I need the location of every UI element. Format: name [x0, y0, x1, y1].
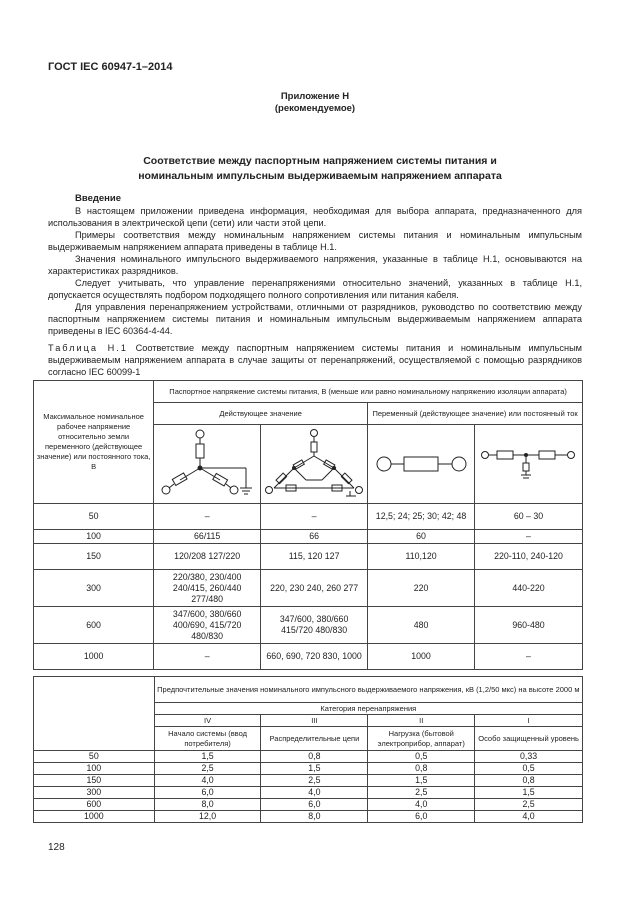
- category-ii: II: [368, 715, 475, 727]
- subheader-ac: Действующее значение: [154, 403, 368, 425]
- table-h1-part1: [33, 380, 583, 670]
- table-cell: 1,5: [154, 751, 261, 763]
- dc-earthed-circuit-icon: [479, 447, 579, 481]
- body-text: [48, 205, 582, 337]
- delta-circuit-icon: [264, 428, 364, 500]
- paragraph: Для управления перенапряжением устройствами, отличными от разрядников, руководство по соответствию между паспортным напряжением системы питания и номинальным импульсным выдерживаемым напряжением аппарата приведены в IEC 60364-4-44.: [48, 302, 582, 336]
- title-line-2: номинальным импульсным выдерживаемым напряжением аппарата: [138, 170, 502, 182]
- table-cell: 0,5: [475, 763, 583, 775]
- table-cell: 12,0: [154, 811, 261, 823]
- table-cell: 66: [261, 530, 368, 544]
- table-cell: 0,8: [475, 775, 583, 787]
- table-cell: 600: [34, 799, 155, 811]
- col-supply-voltage-header: Паспортное напряжение системы питания, В (меньше или равно номинальному напряжению изоляции аппарата): [154, 381, 583, 403]
- table-h1-part2: [33, 676, 583, 823]
- table-cell: 50: [34, 504, 154, 530]
- table-cell: 66/115: [154, 530, 261, 544]
- category-name: Нагрузка (бытовой электроприбор, аппарат): [368, 727, 475, 751]
- table-cell: 0,5: [368, 751, 475, 763]
- table-caption-label: Таблица Н.1: [48, 343, 128, 353]
- table-cell: 300: [34, 787, 155, 799]
- table-cell: 6,0: [368, 811, 475, 823]
- table-cell: 100: [34, 530, 154, 544]
- table-cell: –: [154, 644, 261, 670]
- table-cell: 0,8: [261, 751, 368, 763]
- table-cell: 480: [368, 607, 475, 644]
- category-iii: III: [261, 715, 368, 727]
- single-phase-circuit-icon: [374, 449, 469, 479]
- document-header: ГОСТ IEC 60947-1–2014: [48, 61, 173, 73]
- table-cell: 150: [34, 544, 154, 570]
- document-title: [60, 154, 580, 184]
- empty-header-cell: [34, 677, 155, 751]
- subheader-ac-dc: Переменный (действующее значение) или постоянный ток: [368, 403, 583, 425]
- table-cell: 2,5: [475, 799, 583, 811]
- table-cell: 110,120: [368, 544, 475, 570]
- table-cell: 150: [34, 775, 155, 787]
- col-max-voltage-header: Максимальное номинальное рабочее напряжение относительно земли переменного (действующее значение) или постоянного тока, В: [34, 381, 154, 504]
- paragraph: Примеры соответствия между номинальным напряжением системы питания и номинальным импульсным выдерживаемым напряжением аппарата приведены в таблице Н.1.: [48, 230, 582, 252]
- table-caption-text: Соответствие между паспортным напряжением системы питания и номинальным импульсным выдерживаемым напряжением аппарата в случае защиты от перенапряжений, осуществляемой с помощью разрядников согласно IEC 60099-1: [48, 343, 582, 377]
- table-cell: 115, 120 127: [261, 544, 368, 570]
- paragraph: Следует учитывать, что управление перенапряжениями относительно значений, указанных в таблице Н.1, допускается осуществлять подбором подходящего полного сопротивления или питания кабеля.: [48, 278, 582, 300]
- table-cell: 120/208 127/220: [154, 544, 261, 570]
- table-cell: 4,0: [154, 775, 261, 787]
- table-cell: 6,0: [261, 799, 368, 811]
- paragraph: В настоящем приложении приведена информация, необходимая для выбора аппарата, предназначенного для использования в электрической цепи (сети) или части этой цепи.: [48, 206, 582, 228]
- table-cell: 60 – 30: [475, 504, 583, 530]
- star-circuit-icon: [160, 428, 255, 500]
- table-cell: 1,5: [368, 775, 475, 787]
- table-cell: 1,5: [475, 787, 583, 799]
- category-name: Начало системы (ввод потребителя): [154, 727, 261, 751]
- table-cell: 50: [34, 751, 155, 763]
- table-cell: 220, 230 240, 260 277: [261, 570, 368, 607]
- table-cell: 12,5; 24; 25; 30; 42; 48: [368, 504, 475, 530]
- diagram-single-phase: [368, 425, 475, 504]
- table-cell: –: [475, 644, 583, 670]
- table-cell: 1000: [34, 811, 155, 823]
- table-cell: 347/600, 380/660 400/690, 415/720 480/830: [154, 607, 261, 644]
- table-cell: 600: [34, 607, 154, 644]
- table-caption: [48, 342, 582, 378]
- diagram-dc-earthed: [475, 425, 583, 504]
- table-cell: 220/380, 230/400 240/415, 260/440 277/480: [154, 570, 261, 607]
- table-cell: 960-480: [475, 607, 583, 644]
- table-cell: 660, 690, 720 830, 1000: [261, 644, 368, 670]
- category-name: Распределительные цепи: [261, 727, 368, 751]
- section-heading: Введение: [75, 193, 122, 204]
- annex-title: Приложение Н: [280, 91, 350, 102]
- table-cell: 2,5: [368, 787, 475, 799]
- category-name: Особо защищенный уровень: [475, 727, 583, 751]
- table-cell: –: [475, 530, 583, 544]
- table-cell: 8,0: [154, 799, 261, 811]
- table-cell: 100: [34, 763, 155, 775]
- table-cell: 0,33: [475, 751, 583, 763]
- diagram-three-phase-delta: [261, 425, 368, 504]
- category-header: Категория перенапряжения: [154, 703, 582, 715]
- category-iv: IV: [154, 715, 261, 727]
- table-cell: 6,0: [154, 787, 261, 799]
- table-cell: 440-220: [475, 570, 583, 607]
- category-i: I: [475, 715, 583, 727]
- title-line-1: Соответствие между паспортным напряжением системы питания и: [143, 155, 497, 167]
- table-cell: 1000: [368, 644, 475, 670]
- table-cell: 347/600, 380/660 415/720 480/830: [261, 607, 368, 644]
- table-cell: 0,8: [368, 763, 475, 775]
- table-cell: 220-110, 240-120: [475, 544, 583, 570]
- table-cell: 8,0: [261, 811, 368, 823]
- diagram-three-phase-star: [154, 425, 261, 504]
- table-cell: –: [261, 504, 368, 530]
- table-cell: –: [154, 504, 261, 530]
- table-cell: 4,0: [368, 799, 475, 811]
- impulse-voltage-header: Предпочтительные значения номинального импульсного выдерживаемого напряжения, кВ (1,2/50 мкс) на высоте 2000 м: [154, 677, 582, 703]
- table-cell: 1,5: [261, 763, 368, 775]
- table-cell: 220: [368, 570, 475, 607]
- table-cell: 1000: [34, 644, 154, 670]
- table-cell: 4,0: [475, 811, 583, 823]
- table-cell: 4,0: [261, 787, 368, 799]
- page-number: 128: [48, 842, 65, 853]
- annex-subtitle: (рекомендуемое): [274, 103, 356, 114]
- table-cell: 2,5: [154, 763, 261, 775]
- table-cell: 2,5: [261, 775, 368, 787]
- table-cell: 300: [34, 570, 154, 607]
- paragraph: Значения номинального импульсного выдерживаемого напряжения, указанные в таблице Н.1, основываются на характеристиках разрядников.: [48, 254, 582, 276]
- table-cell: 60: [368, 530, 475, 544]
